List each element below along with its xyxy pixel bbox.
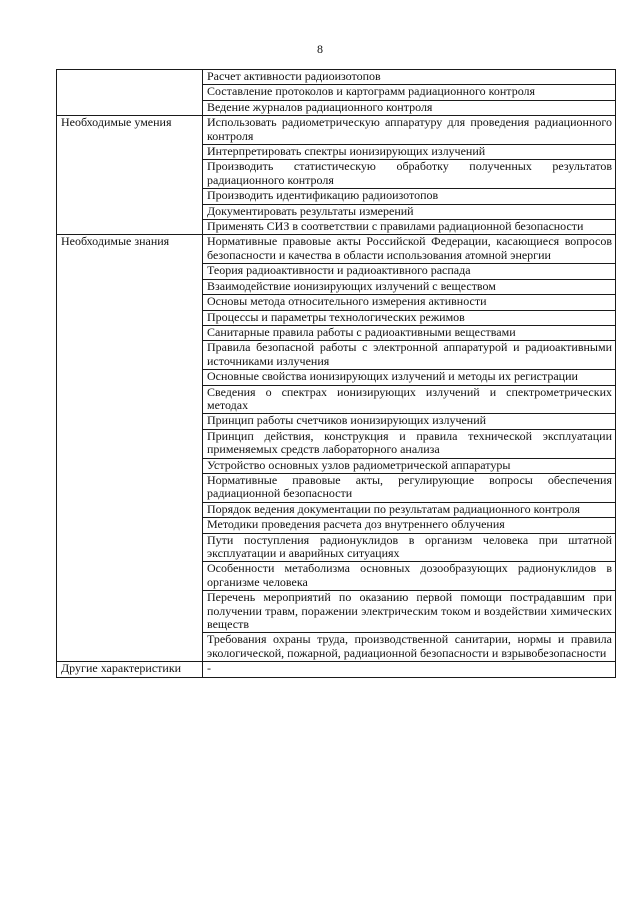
row-label: Необходимые знания [57, 235, 203, 662]
row-label: Необходимые умения [57, 116, 203, 235]
labor-function-table [56, 69, 616, 678]
table-cell-item: Основы метода относительного измерения активности [203, 295, 616, 310]
table-cell-item: Основные свойства ионизирующих излучений и методы их регистрации [203, 370, 616, 385]
table-cell-item: Документировать результаты измерений [203, 204, 616, 219]
table-cell-item: Принцип действия, конструкция и правила технической эксплуатации применяемых средств лабораторного анализа [203, 429, 616, 458]
table-cell-item: Методики проведения расчета доз внутреннего облучения [203, 518, 616, 533]
table-row [57, 70, 616, 85]
table-cell-item: Принцип работы счетчиков ионизирующих излучений [203, 414, 616, 429]
table-cell-item: Санитарные правила работы с радиоактивными веществами [203, 325, 616, 340]
table-cell-item: Расчет активности радиоизотопов [203, 70, 616, 85]
table-cell-item: Производить идентификацию радиоизотопов [203, 189, 616, 204]
table-body [57, 70, 616, 678]
table-cell-item: Теория радиоактивности и радиоактивного распада [203, 264, 616, 279]
table-cell-item: Интерпретировать спектры ионизирующих излучений [203, 145, 616, 160]
table-cell-item: Ведение журналов радиационного контроля [203, 100, 616, 115]
table-cell-item: Процессы и параметры технологических режимов [203, 310, 616, 325]
table-cell-item: Порядок ведения документации по результатам радиационного контроля [203, 502, 616, 517]
page-number: 8 [317, 42, 323, 56]
row-label [57, 70, 203, 116]
table-cell-item: Сведения о спектрах ионизирующих излучений и спектрометрических методах [203, 385, 616, 414]
table-cell-item: Нормативные правовые акты Российской Федерации, касающиеся вопросов безопасности и качества в области использования атомной энергии [203, 235, 616, 264]
table-cell-item: Пути поступления радионуклидов в организм человека при штатной эксплуатации и аварийных ситуациях [203, 533, 616, 562]
table-row [57, 662, 616, 677]
table-cell-item: Нормативные правовые акты, регулирующие вопросы обеспечения радиационной безопасности [203, 473, 616, 502]
table-cell-item: Применять СИЗ в соответствии с правилами радиационной безопасности [203, 220, 616, 235]
table-cell-item: Производить статистическую обработку полученных результатов радиационного контроля [203, 160, 616, 189]
table-cell-item: Составление протоколов и картограмм радиационного контроля [203, 85, 616, 100]
table-cell-item: Особенности метаболизма основных дозообразующих радионуклидов в организме человека [203, 562, 616, 591]
table-row [57, 116, 616, 145]
table-cell-item: Устройство основных узлов радиометрической аппаратуры [203, 458, 616, 473]
table-cell-item: Взаимодействие ионизирующих излучений с веществом [203, 279, 616, 294]
table-cell-item: - [203, 662, 616, 677]
table-row [57, 235, 616, 264]
table-cell-item: Использовать радиометрическую аппаратуру для проведения радиационного контроля [203, 116, 616, 145]
table-cell-item: Перечень мероприятий по оказанию первой помощи пострадавшим при получении травм, поражении электрическим током и воздействии химических веществ [203, 591, 616, 633]
table-cell-item: Требования охраны труда, производственной санитарии, нормы и правила экологической, пожарной, радиационной безопасности и взрывобезопасности [203, 633, 616, 662]
row-label: Другие характеристики [57, 662, 203, 677]
table-cell-item: Правила безопасной работы с электронной аппаратурой и радиоактивными источниками излучения [203, 341, 616, 370]
